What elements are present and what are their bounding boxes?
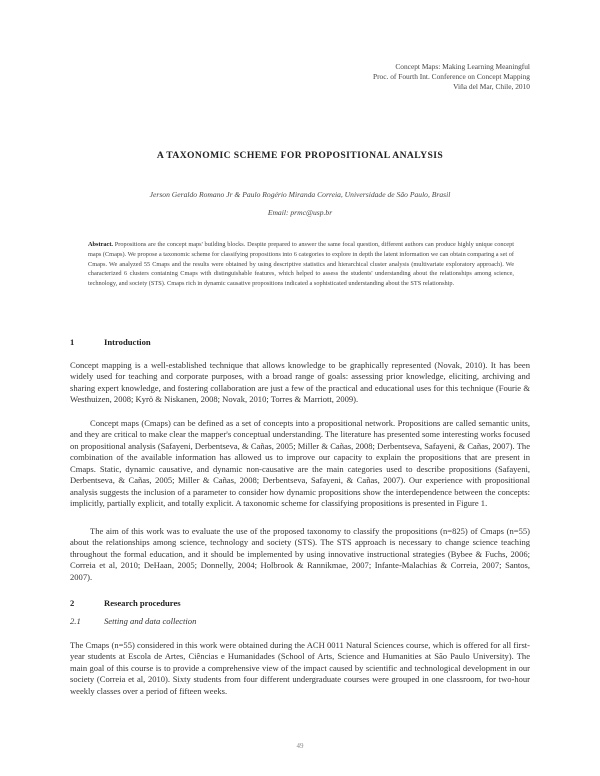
intro-paragraph-3: The aim of this work was to evaluate the use of the proposed taxonomy to classify the propositions (n=825) of Cmaps (n=55) about the relationships among science, technology and society (STS). The STS approach is necessary to change science teaching throughout the formal education, and it should be implemented by using innovative instructional strategies (Bybee & Fuchs, 2006; Correia et al, 2010; DeHaan, 2005; Donnelly, 2004; Holbrook & Rannikmae, 2007; Infante-Malachias & Correia, 2007; Santos, 2007). <box>70 526 530 582</box>
header-line-3: Viña del Mar, Chile, 2010 <box>453 82 530 91</box>
header-line-2: Proc. of Fourth Int. Conference on Concept Mapping <box>372 72 530 81</box>
abstract-text: Propositions are the concept maps' building blocks. Despite prepared to answer the same focal question, different authors can produce highly unique concept maps (Cmaps). We propose a taxonomic scheme for classifying propositions into 6 categories to explore in depth the latent information we can obtain comparing a set of Cmaps. We analyzed 55 Cmaps and the results were obtained by using descriptive statistics and hierarchical cluster analysis (multivariate exploratory approach). We characterized 6 clusters containing Cmaps with distinguishable features, which helped to assess the students' understanding about the relationships among science, technology, and society (STS). Cmaps rich in dynamic causative propositions indicated a sophisticated understanding about the STS relationship. <box>88 241 514 288</box>
subsection-2-1-heading <box>70 616 196 626</box>
page-number: 49 <box>296 742 304 750</box>
section-1-title: Introduction <box>104 337 151 347</box>
intro-paragraph-2: Concept maps (Cmaps) can be defined as a set of concepts into a propositional network. Propositions are called semantic units, and they are critical to make clear the mapper's conceptual understanding. The literature has presented some interesting works focused on propositional analysis (Safayeni, Derbentseva, & Cañas, 2005; Miller & Cañas, 2008; Derbentseva, Safayeni, & Cañas, 2007). The combination of the available information has allowed us to improve our capacity to explain the propositions that are present in Cmaps. Static, dynamic causative, and dynamic non-causative are the main categories used to describe propositions (Safayeni, Derbentseva, & Cañas, 2005; Miller & Cañas, 2008; Derbentseva, Safayeni, & Cañas, 2007). Our experience with propositional analysis suggests the inclusion of a parameter to consider how dynamic propositions show the interdependence between the concepts: implicitly, partially explicit, and totally explicit. A taxonomic scheme for classifying propositions is presented in Figure 1. <box>70 418 530 509</box>
abstract-label: Abstract. <box>88 241 114 248</box>
section-2-title: Research procedures <box>104 598 181 608</box>
section-2-number: 2 <box>70 598 75 608</box>
section-1-heading <box>70 337 151 347</box>
section-2-heading <box>70 598 181 608</box>
section-1-number: 1 <box>70 337 75 347</box>
paper-authors: Jerson Geraldo Romano Jr & Paulo Rogério Miranda Correia, Universidade de São Paulo, Brasil <box>149 190 451 199</box>
paper-title: A TAXONOMIC SCHEME FOR PROPOSITIONAL ANALYSIS <box>156 150 444 161</box>
running-header <box>373 62 530 92</box>
subsection-2-1-number: 2.1 <box>70 616 81 626</box>
abstract <box>88 240 514 289</box>
header-line-1: Concept Maps: Making Learning Meaningful <box>395 62 530 71</box>
subsection-2-1-title: Setting and data collection <box>104 616 197 626</box>
intro-paragraph-1: Concept mapping is a well-established technique that allows knowledge to be graphically represented (Novak, 2010). It has been widely used for teaching and corporate purposes, with a broad range of goals: assessing prior knowledge, eliciting, archiving and sharing expert knowledge, and fostering collaboration are just a few of the practical and educational uses for this technique (Fourie & Westhuizen, 2008; Kyrö & Niskanen, 2008; Novak, 2010; Torres & Marriott, 2009). <box>70 360 530 405</box>
setting-paragraph-1: The Cmaps (n=55) considered in this work were obtained during the ACH 0011 Natural Sciences course, which is offered for all first-year students at Escola de Artes, Ciências e Humanidades (School of Arts, Science and Humanities at São Paulo University). The main goal of this course is to provide a comprehensive view of the impact caused by scientific and technological development in our society (Correia et al, 2010). Sixty students from four different undergraduate courses were grouped in one classroom, for two-hour weekly classes over a period of fifteen weeks. <box>70 640 530 696</box>
author-email: Email: prmc@usp.br <box>267 208 333 217</box>
